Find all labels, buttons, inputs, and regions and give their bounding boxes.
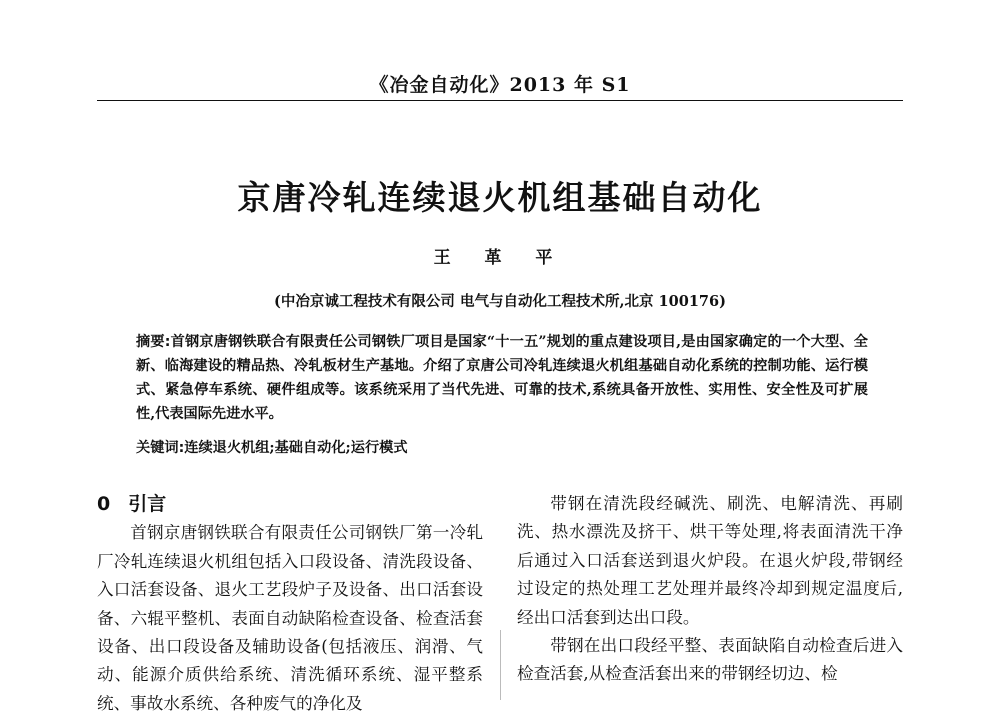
column-divider	[500, 630, 501, 700]
keywords-text: 连续退火机组;基础自动化;运行模式	[184, 440, 408, 456]
right-paragraph-2: 带钢在出口段经平整、表面缺陷自动检查后进入检查活套,从检查活套出来的带钢经切边、检	[517, 636, 903, 684]
intro-paragraph: 首钢京唐钢铁联合有限责任公司钢铁厂第一冷轧厂冷轧连续退火机组包括入口段设备、清洗段设备、入口活套设备、退火工艺段炉子及设备、出口活套设备、六辊平整机、表面自动缺陷检查设备、检查活套设备、出口段设备及辅助设备(包括液压、润滑、气动、能源介质供给系统、清洗循环系统、湿平整系统、事故水系统、各种废气的净化及	[97, 523, 483, 713]
journal-header: 《冶金自动化》2013 年 S1	[369, 74, 631, 96]
paper-affiliation: (中冶京诚工程技术有限公司 电气与自动化工程技术所,北京 100176)	[274, 293, 726, 310]
abstract-text: 首钢京唐钢铁联合有限责任公司钢铁厂项目是国家“十一五”规划的重点建设项目,是由国家确定的一个大型、全新、临海建设的精品热、冷轧板材生产基地。介绍了京唐公司冷轧连续退火机组基础自动化系统的控制功能、运行模式、紧急停车系统、硬件组成等。该系统采用了当代先进、可靠的技术,系统具备开放性、实用性、安全性及可扩展性,代表国际先进水平。	[136, 334, 868, 422]
section-heading	[97, 490, 483, 518]
left-column	[97, 490, 483, 718]
section-title: 引言	[128, 493, 167, 515]
abstract-label: 摘要:	[136, 334, 171, 350]
paper-author: 王 革 平	[433, 248, 567, 268]
section-number: 0	[97, 493, 111, 515]
header-rule	[97, 100, 903, 101]
abstract-block	[136, 330, 868, 426]
paper-title: 京唐冷轧连续退火机组基础自动化	[237, 178, 763, 217]
keywords-block	[136, 436, 868, 460]
right-column	[517, 490, 903, 689]
keywords-label: 关键词:	[136, 440, 185, 456]
right-paragraph-1: 带钢在清洗段经碱洗、刷洗、电解清洗、再刷洗、热水漂洗及挤干、烘干等处理,将表面清洗干净后通过入口活套送到退火炉段。在退火炉段,带钢经过设定的热处理工艺处理并最终冷却到规定温度后,经出口活套到达出口段。	[517, 494, 903, 627]
